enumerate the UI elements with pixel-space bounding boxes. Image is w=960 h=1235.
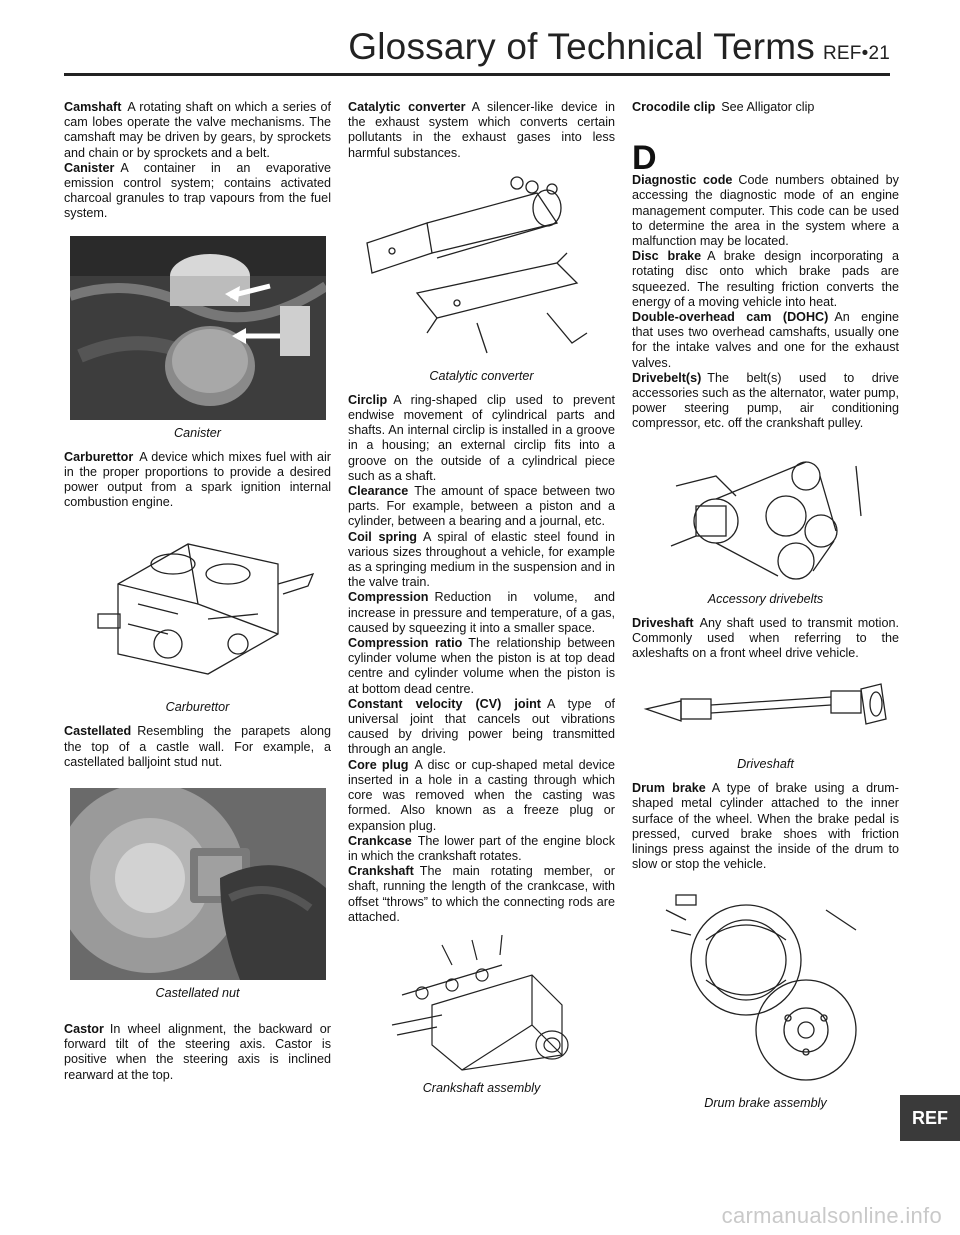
entry-cv-joint bbox=[348, 697, 615, 758]
definition: A brake design incorporating a rotating disc onto which brake pads are squeezed. The resulting friction converts the energy of a moving vehicle into heat. bbox=[632, 249, 899, 309]
definition: The amount of space between two parts. For example, between a piston and a cylinder, between a bearing and a journal, etc. bbox=[348, 484, 615, 529]
definition: A spiral of elastic steel found in various sizes throughout a vehicle, for example as a springing medium in the suspension and in the valve train. bbox=[348, 529, 615, 590]
definition: In wheel alignment, the backward or forward tilt of the steering axis. Castor is positive when the steering axis is inclined rearward at the top. bbox=[64, 1022, 331, 1082]
drum-brake-drawing bbox=[656, 890, 876, 1090]
entry-core-plug bbox=[348, 758, 615, 834]
figure-caption: Driveshaft bbox=[737, 757, 794, 772]
term: Compression ratio bbox=[348, 636, 463, 651]
term: Constant velocity (CV) joint bbox=[348, 696, 541, 711]
definition: An engine that uses two overhead camshafts, usually one for the intake valves and one for the exhaust valves. bbox=[632, 310, 899, 370]
term: Crankshaft bbox=[348, 864, 414, 879]
entry-drum-brake bbox=[632, 781, 899, 872]
term: Catalytic converter bbox=[348, 100, 466, 114]
term: Crocodile clip bbox=[632, 100, 716, 114]
castellated-nut-photo bbox=[70, 788, 326, 980]
term: Core plug bbox=[348, 757, 409, 772]
catalytic-converter-drawing bbox=[357, 173, 607, 363]
entry-crankcase bbox=[348, 834, 615, 864]
crankshaft-assembly-drawing bbox=[382, 935, 582, 1075]
entry-canister bbox=[64, 161, 331, 222]
term: Double-overhead cam (DOHC) bbox=[632, 310, 829, 325]
figure-caption: Castellated nut bbox=[155, 986, 240, 1001]
figure-caption: Accessory drivebelts bbox=[707, 591, 824, 606]
column-1 bbox=[64, 100, 331, 1083]
drivebelts-drawing bbox=[656, 446, 876, 586]
figure-catalytic-converter bbox=[348, 173, 615, 383]
definition: The lower part of the engine block in which the crankshaft rotates. bbox=[348, 833, 615, 863]
term: Drum brake bbox=[632, 781, 706, 796]
definition: A type of brake using a drum-shaped metal cylinder attached to the inner surface of the wheel. When the brake pedal is pressed, curved brake shoes with friction linings press against the inside of the drum to slow or stop the vehicle. bbox=[632, 781, 899, 872]
entry-drivebelt bbox=[632, 371, 899, 432]
figure-caption: Carburettor bbox=[165, 700, 230, 715]
canister-photo bbox=[70, 236, 326, 420]
entry-camshaft bbox=[64, 100, 331, 161]
definition: The relationship between cylinder volume when the piston is at top dead centre and cylinder volume when the piston is at bottom dead centre. bbox=[348, 636, 615, 696]
term: Camshaft bbox=[64, 100, 122, 114]
column-3 bbox=[632, 100, 899, 1120]
figure-carburettor bbox=[64, 524, 331, 714]
definition: See Alligator clip bbox=[721, 100, 815, 114]
definition: A rotating shaft on which a series of cam lobes operate the valve mechanisms. The camshaft may be driven by gears, by sprockets and chain or by sprockets and a belt. bbox=[64, 100, 331, 160]
definition: Code numbers obtained by accessing the diagnostic mode of an engine management computer. This code can be used to determine the area in the system where a malfunction may be located. bbox=[632, 173, 899, 249]
header-rule bbox=[64, 73, 890, 76]
figure-caption: Catalytic converter bbox=[429, 368, 534, 383]
definition: A disc or cup-shaped metal device inserted in a hole in a casting through which core was removed when the casting was formed. Also known as a freeze plug or expansion plug. bbox=[348, 757, 615, 833]
entry-clearance bbox=[348, 484, 615, 530]
term: Drivebelt(s) bbox=[632, 370, 702, 385]
term: Canister bbox=[64, 160, 115, 175]
carburettor-drawing bbox=[78, 524, 318, 694]
entry-circlip bbox=[348, 393, 615, 484]
entry-castor bbox=[64, 1022, 331, 1083]
term: Clearance bbox=[348, 484, 409, 499]
definition: Reduction in volume, and increase in pressure and temperature, of a gas, caused by squeezing it into a smaller space. bbox=[348, 590, 615, 635]
term: Castellated bbox=[64, 724, 132, 739]
figure-driveshaft bbox=[632, 679, 899, 771]
entry-crocodile-clip bbox=[632, 100, 899, 115]
term: Driveshaft bbox=[632, 615, 694, 630]
figure-crankshaft bbox=[348, 935, 615, 1095]
term: Crankcase bbox=[348, 833, 412, 848]
term: Coil spring bbox=[348, 529, 417, 544]
term: Circlip bbox=[348, 392, 388, 407]
definition: A type of universal joint that cancels out vibrations caused by driving power being transmitted through an angle. bbox=[348, 696, 615, 757]
definition: A device which mixes fuel with air in the proper proportions to provide a desired power output from a spark ignition internal combustion engine. bbox=[64, 449, 331, 510]
entry-compression bbox=[348, 590, 615, 636]
term: Castor bbox=[64, 1022, 104, 1037]
definition: A ring-shaped clip used to prevent endwise movement of cylindrical parts and shafts. An internal circlip is installed in a groove in a housing; an external circlip fits into a groove on the outside of a cylindrical piece such as a shaft. bbox=[348, 392, 615, 483]
definition: A silencer-like device in the exhaust system which converts certain pollutants in the exhaust gases into less harmful substances. bbox=[348, 100, 615, 160]
definition: Any shaft used to transmit motion. Commonly used when referring to the axleshafts on a front wheel drive vehicle. bbox=[632, 615, 899, 661]
column-2 bbox=[348, 100, 615, 1105]
figure-caption: Crankshaft assembly bbox=[422, 1080, 541, 1095]
watermark: carmanualsonline.info bbox=[721, 1203, 942, 1228]
figure-drum-brake bbox=[632, 890, 899, 1110]
entry-crankshaft bbox=[348, 864, 615, 925]
term: Compression bbox=[348, 590, 429, 605]
entry-disc-brake bbox=[632, 249, 899, 310]
definition: The belt(s) used to drive accessories such as the alternator, water pump, power steering pump, air conditioning compressor, etc. off the crankshaft pulley. bbox=[632, 370, 899, 431]
ref-tab: REF bbox=[900, 1095, 960, 1141]
entry-castellated bbox=[64, 724, 331, 770]
term: Disc brake bbox=[632, 249, 702, 264]
section-letter: D bbox=[632, 139, 657, 178]
term: Carburettor bbox=[64, 449, 134, 464]
page-title bbox=[348, 26, 890, 68]
figure-canister bbox=[64, 236, 331, 440]
figure-castellated bbox=[64, 788, 331, 1000]
entry-driveshaft bbox=[632, 616, 899, 662]
term: Diagnostic code bbox=[632, 173, 733, 188]
page-title-text: Glossary of Technical Terms bbox=[348, 26, 815, 67]
definition: The main rotating member, or shaft, running the length of the crankcase, with offset “throws” to which the connecting rods are attached. bbox=[348, 864, 615, 924]
entry-diagnostic-code bbox=[632, 173, 899, 249]
entry-carburettor bbox=[64, 450, 331, 511]
entry-dohc bbox=[632, 310, 899, 371]
figure-drivebelts bbox=[632, 446, 899, 606]
definition: Resembling the parapets along the top of a castle wall. For example, a castellated balljoint stud nut. bbox=[64, 724, 331, 769]
entry-compression-ratio bbox=[348, 636, 615, 697]
figure-caption: Drum brake assembly bbox=[704, 1096, 827, 1111]
entry-catalytic-converter bbox=[348, 100, 615, 161]
page-number: REF•21 bbox=[823, 43, 890, 64]
entry-coil-spring bbox=[348, 530, 615, 591]
figure-caption: Canister bbox=[174, 425, 221, 440]
definition: A container in an evaporative emission control system; contains activated charcoal granules to trap vapours from the fuel system. bbox=[64, 160, 331, 221]
driveshaft-drawing bbox=[641, 679, 891, 739]
